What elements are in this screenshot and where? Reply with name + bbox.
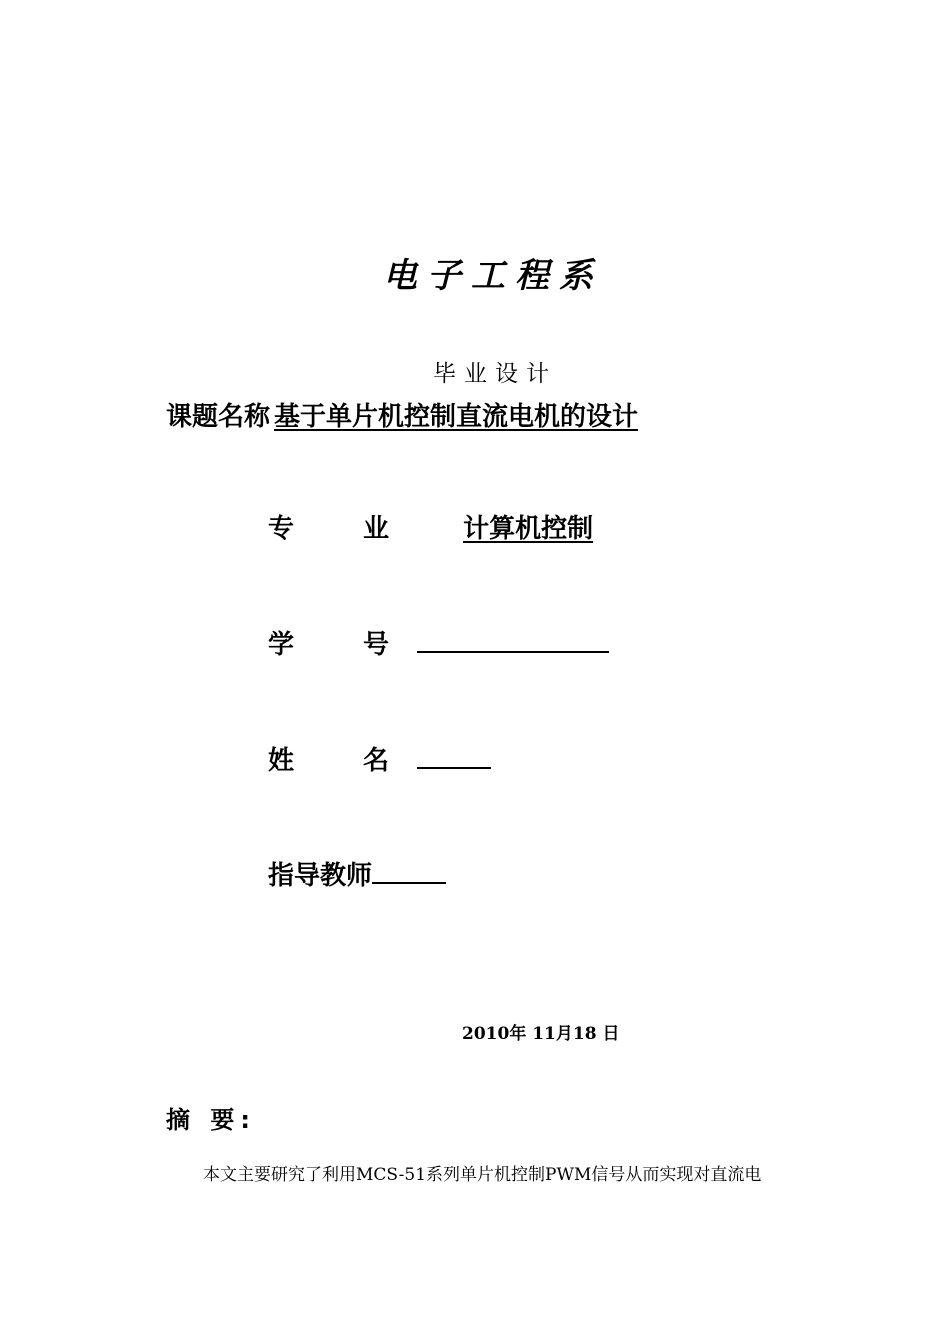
- name-label: 姓 名: [268, 746, 420, 776]
- advisor-label: 指导教师: [268, 861, 373, 891]
- major-row: [268, 508, 593, 545]
- name-blank: [417, 741, 491, 769]
- major-label: 专 业: [268, 514, 420, 544]
- topic-row: [166, 396, 638, 433]
- name-row: [268, 740, 491, 777]
- abstract-text: 本文主要研究了利用MCS-51系列单片机控制PWM信号从而实现对直流电: [203, 1165, 762, 1185]
- abstract-heading: 摘 要:: [166, 1106, 256, 1134]
- department-title: 电子工程系: [383, 256, 603, 296]
- topic-value: 基于单片机控制直流电机的设计: [274, 402, 639, 432]
- student-id-label: 学 号: [268, 630, 420, 660]
- date-line: 2010年 11月18 日: [462, 1024, 620, 1044]
- document-type: 毕业设计: [433, 361, 557, 387]
- student-id-row: [268, 624, 609, 661]
- topic-label: 课题名称: [166, 402, 271, 432]
- student-id-blank: [417, 625, 609, 653]
- major-value: 计算机控制: [463, 514, 594, 544]
- advisor-blank: [372, 856, 446, 884]
- advisor-row: [268, 855, 446, 892]
